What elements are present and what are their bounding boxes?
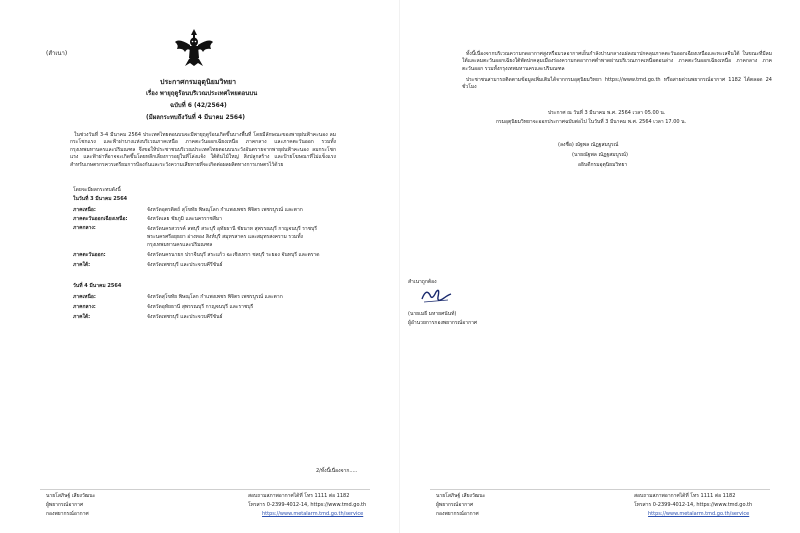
day2-heading: วันที่ 4 มีนาคม 2564 <box>73 283 122 289</box>
next-announcement: กรมอุตุนิยมวิทยาจะออกประกาศฉบับต่อไป ในวันที่ 3 มีนาคม พ.ศ. 2564 เวลา 17.00 น. <box>496 119 687 125</box>
certifier-name: (นายเมธี มหายศนันท์) <box>408 311 457 317</box>
footer-office: นายโสภิษฐ์ เสียงวัฒนะ <box>46 493 96 499</box>
areas-intro: โดยจะมีผลกระทบดังนี้ <box>73 187 121 193</box>
announcement-subject: เรื่อง พายุฤดูร้อนบริเวณประเทศไทยตอนบน <box>146 90 258 97</box>
announced-date: ประกาศ ณ วันที่ 3 มีนาคม พ.ศ. 2564 เวลา 05.00 น. <box>548 110 666 116</box>
contact-paragraph: ประชาชนสามารถติดตามข้อมูลเพิ่มเติมได้จากกรมอุตุนิยมวิทยา https://www.tmd.go.th หรือสายด่วนพยากรณ์อากาศ 1182 ได้ตลอด 24 ชั่วโมง <box>462 77 772 91</box>
day2-value-north: จังหวัดสุโขทัย พิษณุโลก กำแพงเพชร พิจิตร เพชรบูรณ์ และตาก <box>147 294 283 300</box>
signature-icon <box>418 285 454 307</box>
day1-heading: ในวันที่ 3 มีนาคม 2564 <box>73 196 128 202</box>
day2-label-central: ภาคกลาง: <box>73 304 96 310</box>
day1-value-central: จังหวัดนครสวรรค์ ลพบุรี สระบุรี อุทัยธานี ชัยนาท สุพรรณบุรี กาญจนบุรี ราชบุรี พระนครศรีอยุธยา อ่างทอง สิงห์บุรี สมุทรสาคร และสมุทรสงคราม รวมทั้งกรุงเทพมหานครและปริมณฑล <box>147 226 317 249</box>
cause-paragraph: ทั้งนี้เนื่องจากบริเวณความกดอากาศสูงหรือมวลอากาศเย็นกำลังปานกลางแผ่ลงมาปกคลุมภาคตะวันออกเฉียงเหนือและทะเลจีนใต้ ในขณะที่มีลมใต้และลมตะวันออกเฉียงใต้พัดปกคลุมเมืองร่องความกดอากาศต่ำพาดผ่านบริเวณภาคเหนือตอนล่าง ภาคตะวันออกเฉียงเหนือ ภาคกลาง ภาคตะวันออก รวมทั้งกรุงเทพมหานครและปริมณฑล <box>462 51 772 72</box>
copy-mark: (สำเนา) <box>46 50 68 57</box>
footer-url-link[interactable]: https://www.metalarm.tmd.go.th/service <box>648 511 750 517</box>
day1-label-south: ภาคใต้: <box>73 262 91 268</box>
copy-true-stamp: สำเนาถูกต้อง <box>408 279 437 285</box>
footer-office: นายโสภิษฐ์ เสียงวัฒนะ <box>436 493 486 499</box>
certifier-title: ผู้อำนวยการกองพยากรณ์อากาศ <box>408 320 478 326</box>
day2-label-south: ภาคใต้: <box>73 314 91 320</box>
signer-name: (นายณัฐพล ณัฏฐสมบูรณ์) <box>572 152 629 158</box>
footer-url-link[interactable]: https://www.metalarm.tmd.go.th/service <box>262 511 364 517</box>
day2-value-central: จังหวัดอุทัยธานี สุพรรณบุรี กาญจนบุรี และราชบุรี <box>147 304 254 310</box>
footer-office2: ผู้พยากรณ์อากาศ <box>46 502 84 508</box>
signed-line: (ลงชื่อ) ณัฐพล ณัฏฐสมบูรณ์ <box>558 142 619 148</box>
signer-title: อธิบดีกรมอุตุนิยมวิทยา <box>578 162 628 168</box>
announcement-effective: (มีผลกระทบถึงวันที่ 4 มีนาคม 2564) <box>146 114 245 121</box>
day1-label-central: ภาคกลาง: <box>73 225 96 231</box>
day1-label-east: ภาคตะวันออก: <box>73 252 106 258</box>
page-right <box>400 0 800 533</box>
announcement-title: ประกาศกรมอุตุนิยมวิทยา <box>160 78 237 86</box>
day2-label-north: ภาคเหนือ: <box>73 294 96 300</box>
day1-value-northeast: จังหวัดเลย ชัยภูมิ และนครราชสีมา <box>147 216 222 222</box>
announcement-issue: ฉบับที่ 6 (42/2564) <box>170 102 227 109</box>
day1-value-south: จังหวัดเพชรบุรี และประจวบคีรีขันธ์ <box>147 262 223 268</box>
footer-office3: กองพยากรณ์อากาศ <box>46 511 89 517</box>
footer-contact: สอบถามสภาพอากาศได้ที่ โทร 1111 ต่อ 1182 <box>634 493 736 499</box>
continue-marker: 2/ทั้งนี้เนื่องจาก..... <box>316 468 358 474</box>
footer-separator <box>430 489 770 490</box>
intro-paragraph: ในช่วงวันที่ 3-4 มีนาคม 2564 ประเทศไทยตอนบนจะมีพายุฤดูร้อนเกิดขึ้นบางพื้นที่ โดยมีลักษณะของพายุฝนฟ้าคะนอง ลมกระโชกแรง และฟ้าผ่าบางแห่งบริเวณภาคเหนือ ภาคตะวันออกเฉียงเหนือ ภาคกลาง และภาคตะวันออก รวมทั้งกรุงเทพมหานครและปริมณฑล จึงขอให้ประชาชนบริเวณประเทศไทยตอนบนระวังอันตรายจากพายุฝนฟ้าคะนอง ลมกระโชกแรง และฟ้าผ่าที่อาจจะเกิดขึ้นโดยหลีกเลี่ยงการอยู่ในที่โล่งแจ้ง ใต้ต้นไม้ใหญ่ สิ่งปลูกสร้าง และป้ายโฆษณาที่ไม่แข็งแรง สำหรับเกษตรกรควรเตรียมการป้องกันและระวังความเสียหายที่จะเกิดต่อผลผลิตทางการเกษตรไว้ด้วย <box>70 132 336 168</box>
footer-phone: โทรสาร 0-2399-4012-14, https://www.tmd.go.th <box>634 502 753 508</box>
footer-separator <box>40 489 370 490</box>
day1-value-north: จังหวัดอุตรดิตถ์ สุโขทัย พิษณุโลก กำแพงเพชร พิจิตร เพชรบูรณ์ และตาก <box>147 207 303 213</box>
footer-phone: โทรสาร 0-2399-4012-14, https://www.tmd.go.th <box>248 502 367 508</box>
footer-contact: สอบถามสภาพอากาศได้ที่ โทร 1111 ต่อ 1182 <box>248 493 350 499</box>
garuda-emblem-icon <box>173 26 215 68</box>
footer-office2: ผู้พยากรณ์อากาศ <box>436 502 474 508</box>
day1-label-north: ภาคเหนือ: <box>73 207 96 213</box>
day1-value-east: จังหวัดนครนายก ปราจีนบุรี สระแก้ว ฉะเชิงเทรา ชลบุรี ระยอง จันทบุรี และตราด <box>147 252 320 258</box>
day1-label-northeast: ภาคตะวันออกเฉียงเหนือ: <box>73 216 128 222</box>
footer-office3: กองพยากรณ์อากาศ <box>436 511 479 517</box>
day2-value-south: จังหวัดเพชรบุรี และประจวบคีรีขันธ์ <box>147 314 223 320</box>
